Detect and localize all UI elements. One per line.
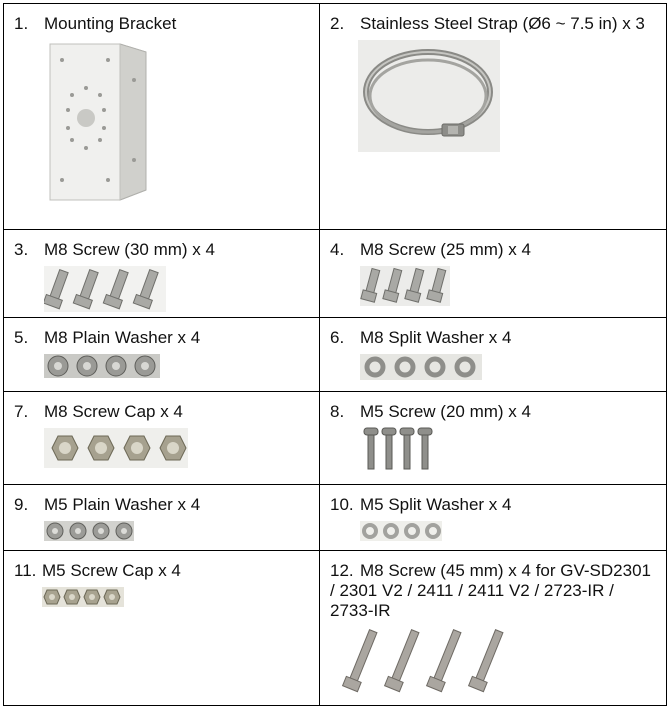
split-washer-icon [360, 521, 442, 541]
item-label-9: 9. M5 Plain Washer x 4 [14, 495, 201, 514]
split-washer-icon [360, 354, 482, 380]
table-row [4, 485, 667, 551]
package-contents-table [3, 3, 667, 706]
plain-washer-icon [44, 521, 134, 541]
item-cell-1 [4, 4, 320, 230]
item-label-8: 8. M5 Screw (20 mm) x 4 [330, 402, 531, 421]
hex-bolt-icon [342, 629, 512, 699]
hex-bolt-icon [44, 266, 166, 312]
hex-bolt-icon [360, 266, 450, 306]
item-label-12: 12. M8 Screw (45 mm) x 4 for GV-SD2301 / 2301 V2 / 2411 / 2411 V2 / 2723-IR / 2733-IR [330, 561, 651, 620]
plain-washer-icon [44, 354, 160, 378]
item-label-1: 1. Mounting Bracket [14, 14, 177, 33]
item-cell-8 [320, 392, 667, 485]
item-cell-3 [4, 230, 320, 318]
hex-nut-icon [44, 428, 188, 468]
item-cell-6 [320, 318, 667, 392]
item-cell-12 [320, 551, 667, 706]
item-label-2: 2. Stainless Steel Strap (Ø6 ~ 7.5 in) x 3 [330, 14, 645, 33]
table-row [4, 392, 667, 485]
item-cell-7 [4, 392, 320, 485]
pan-head-screw-icon [360, 426, 440, 472]
item-cell-2 [320, 4, 667, 230]
item-cell-4 [320, 230, 667, 318]
item-label-4: 4. M8 Screw (25 mm) x 4 [330, 240, 531, 259]
item-label-11: 11. M5 Screw Cap x 4 [14, 561, 181, 580]
table-row [4, 4, 667, 230]
item-label-7: 7. M8 Screw Cap x 4 [14, 402, 183, 421]
item-label-5: 5. M8 Plain Washer x 4 [14, 328, 201, 347]
item-cell-5 [4, 318, 320, 392]
steel-strap-icon [358, 40, 500, 152]
table-row [4, 551, 667, 706]
item-label-10: 10. M5 Split Washer x 4 [330, 495, 512, 514]
item-cell-10 [320, 485, 667, 551]
table-row [4, 318, 667, 392]
mounting-bracket-icon [42, 40, 152, 210]
item-label-3: 3. M8 Screw (30 mm) x 4 [14, 240, 215, 259]
hex-nut-icon [42, 587, 124, 607]
item-cell-11 [4, 551, 320, 706]
item-label-6: 6. M8 Split Washer x 4 [330, 328, 512, 347]
table-row [4, 230, 667, 318]
item-cell-9 [4, 485, 320, 551]
